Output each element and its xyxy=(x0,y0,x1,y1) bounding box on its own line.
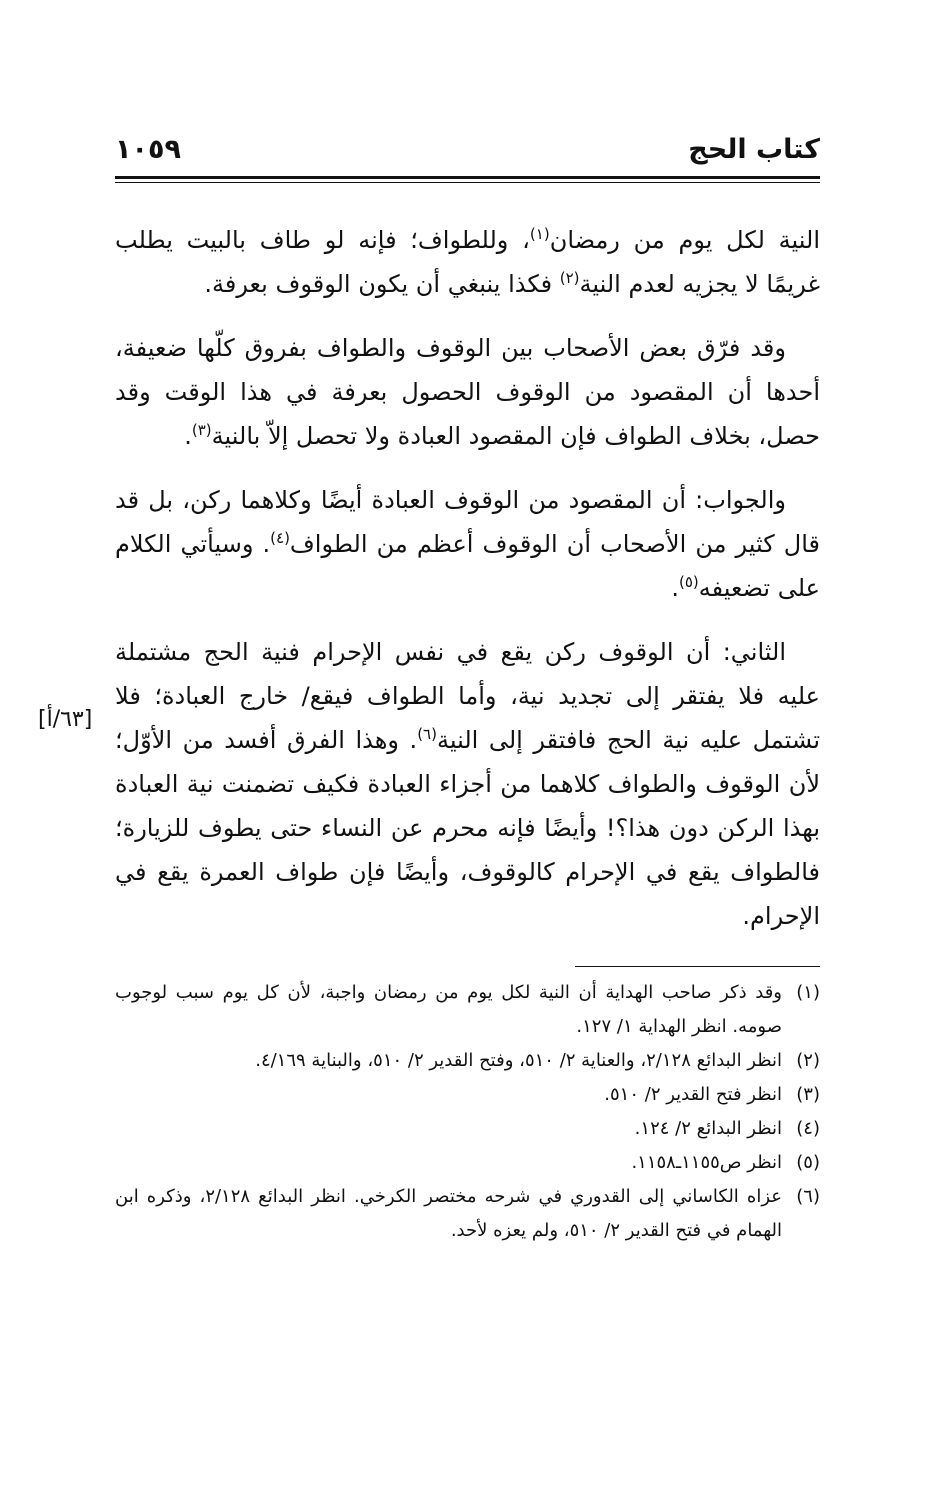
footnotes xyxy=(115,976,820,1248)
footnote-number: (٥) xyxy=(796,1152,820,1173)
paragraph xyxy=(115,478,820,610)
text-run: . وهذا الفرق أفسد من الأوّل؛ لأن الوقوف والطواف كلاهما من أجزاء العبادة فكيف تضمنت نية العبادة بهذا الركن دون هذا؟! وأيضًا فإنه محرم عن النساء حتى يطوف للزيارة؛ فالطواف يقع في الإحرام كالوقوف، وأيضًا فإن طواف العمرة يقع في الإحرام. xyxy=(115,726,820,930)
text-run: والجواب: أن المقصود من الوقوف العبادة أيضًا وكلاهما ركن، بل قد قال كثير من الأصحاب أن الوقوف أعظم من الطواف xyxy=(115,486,820,558)
footnote xyxy=(115,1112,820,1146)
header-rule-thin xyxy=(115,182,820,183)
footnote-number: (٦) xyxy=(796,1186,820,1207)
running-header xyxy=(115,128,820,172)
footnote xyxy=(115,1180,820,1248)
paragraph xyxy=(115,218,820,306)
footnote-text: عزاه الكاساني إلى القدوري في شرحه مختصر الكرخي. انظر البدائع ٢/١٢٨، وذكره ابن الهمام في فتح القدير ٢/ ٥١٠، ولم يعزه لأحد. xyxy=(115,1186,782,1241)
footnote xyxy=(115,1146,820,1180)
footnote-ref: (٤) xyxy=(270,529,290,547)
text-run: النية لكل يوم من رمضان xyxy=(549,226,820,254)
text-run: فكذا ينبغي أن يكون الوقوف بعرفة. xyxy=(204,270,560,298)
footnote-text: انظر ص١١٥٥ـ١١٥٨. xyxy=(631,1152,782,1173)
text-run: ، وللطواف؛ فإنه لو طاف بالبيت يطلب غريمًا لا يجزيه لعدم النية xyxy=(115,226,820,298)
book-title: كتاب الحج xyxy=(688,134,820,165)
text-run: . وسيأتي الكلام على تضعيفه xyxy=(115,530,820,602)
footnote-ref: (٦) xyxy=(417,725,437,743)
footnote-number: (٣) xyxy=(796,1084,820,1105)
text-run: . xyxy=(671,574,679,602)
footnote-ref: (٥) xyxy=(679,573,699,591)
text-run: الثاني: أن الوقوف ركن يقع في نفس الإحرام فنية الحج مشتملة عليه فلا يفتقر إلى تجديد نية، وأما الطواف فيقع/ خارج العبادة؛ فلا تشتمل عليه نية الحج فافتقر إلى النية xyxy=(115,638,821,754)
page-number: ١٠٥٩ xyxy=(115,134,181,165)
footnote xyxy=(115,976,820,1044)
footnote-ref: (٣) xyxy=(191,421,212,439)
footnote-text: انظر البدائع ٢/١٢٨، والعناية ٢/ ٥١٠، وفتح القدير ٢/ ٥١٠، والبناية ٤/١٦٩. xyxy=(255,1050,782,1071)
text-run: . xyxy=(184,422,192,450)
footnote xyxy=(115,1078,820,1112)
footnote-ref: (٢) xyxy=(559,269,580,287)
footnote-ref: (١) xyxy=(529,225,550,243)
footnote-number: (١) xyxy=(796,982,820,1003)
footnote-separator xyxy=(575,966,820,967)
footnote-text: انظر البدائع ٢/ ١٢٤. xyxy=(634,1118,782,1139)
footnote-number: (٤) xyxy=(796,1118,820,1139)
main-text xyxy=(115,218,820,958)
header-rule-thick xyxy=(115,176,820,179)
paragraph xyxy=(115,630,820,938)
footnote-number: (٢) xyxy=(796,1050,820,1071)
footnote xyxy=(115,1044,820,1078)
footnote-text: انظر فتح القدير ٢/ ٥١٠. xyxy=(604,1084,782,1105)
text-run: وقد فرّق بعض الأصحاب بين الوقوف والطواف بفروق كلّها ضعيفة، أحدها أن المقصود من الوقوف الحصول بعرفة في هذا الوقت وقد حصل، بخلاف الطواف فإن المقصود العبادة ولا تحصل إلاّ بالنية xyxy=(115,334,820,450)
manuscript-folio-marker: [٦٣/أ] xyxy=(38,707,93,732)
paragraph xyxy=(115,326,820,458)
footnote-text: وقد ذكر صاحب الهداية أن النية لكل يوم من رمضان واجبة، لأن كل يوم سبب لوجوب صومه. انظر الهداية ١/ ١٢٧. xyxy=(115,982,782,1037)
